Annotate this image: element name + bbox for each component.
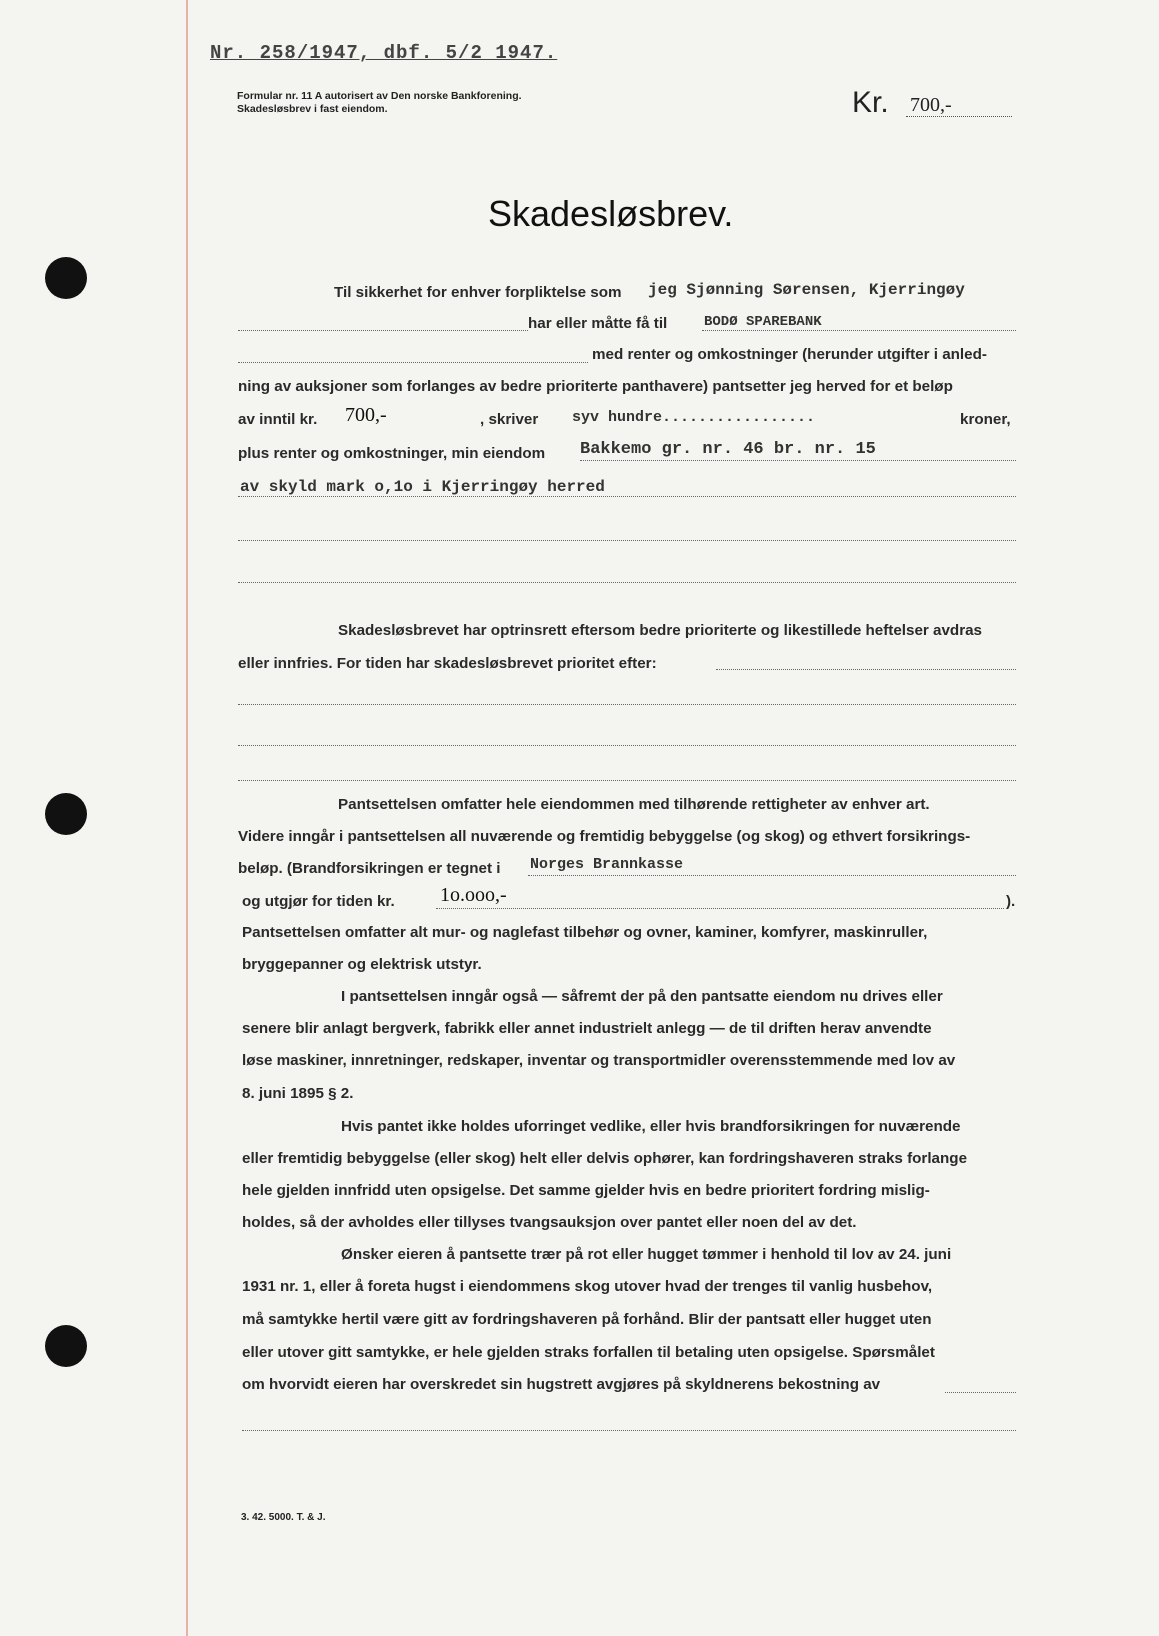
s3-line5: Pantsettelsen omfatter alt mur- og naglefast tilbehør og ovner, kaminer, komfyrer, maskinruller,: [242, 924, 928, 941]
amount-label: Kr.: [852, 86, 889, 119]
punch-hole: [45, 793, 87, 835]
s3-insured-amount: 1o.ooo,-: [440, 884, 507, 906]
s2-line1: Skadesløsbrevet har optrinsrett eftersom bedre prioriterte og likestillede heftelser avdras: [338, 622, 983, 639]
s3-line14: holdes, så der avholdes eller tillyses tvangsauksjon over pantet eller noen del av det.: [242, 1214, 857, 1231]
s3-line6: bryggepanner og elektrisk utstyr.: [242, 956, 482, 973]
dotted-line: [238, 496, 1016, 497]
s3-line12: eller fremtidig bebyggelse (eller skog) helt eller delvis ophører, kan fordringshaveren straks forlange: [242, 1150, 968, 1167]
s1-line5a: av inntil kr.: [238, 411, 318, 428]
dotted-line: [238, 362, 588, 363]
s1-debtor: jeg Sjønning Sørensen, Kjerringøy: [648, 281, 965, 299]
s1-line1: Til sikkerhet for enhver forpliktelse som: [334, 284, 622, 301]
s1-property-2: av skyld mark o,1o i Kjerringøy herred: [240, 478, 605, 496]
s3-line2: Videre inngår i pantsettelsen all nuværende og fremtidig bebyggelse (og skog) og ethvert forsikrings-: [238, 828, 971, 845]
dotted-line: [716, 669, 1016, 670]
s1-line5c: kroner,: [960, 411, 1011, 428]
dotted-line: [238, 540, 1016, 541]
s3-line7: I pantsettelsen inngår også — såfremt der på den pantsatte eiendom nu drives eller: [341, 988, 943, 1005]
print-code: 3. 42. 5000. T. & J.: [241, 1512, 326, 1523]
s3-line11: Hvis pantet ikke holdes uforringet vedlike, eller hvis brandforsikringen for nuværende: [341, 1118, 961, 1135]
dotted-line: [238, 704, 1016, 705]
punch-hole: [45, 257, 87, 299]
dotted-line: [436, 908, 1004, 909]
dotted-line: [528, 875, 1016, 876]
amount-value: 700,-: [910, 94, 952, 116]
formular-note: Formular nr. 11 A autorisert av Den norske Bankforening. Skadesløsbrev i fast eiendom.: [237, 90, 522, 115]
s3-line17: må samtykke hertil være gitt av fordringshaveren på forhånd. Blir der pantsatt eller hugget uten: [242, 1311, 932, 1328]
s3-line10: 8. juni 1895 § 2.: [242, 1085, 354, 1102]
s1-line6: plus renter og omkostninger, min eiendom: [238, 445, 546, 462]
s1-line4: ning av auksjoner som forlanges av bedre prioriterte panthavere) pantsetter jeg herved for et beløp: [238, 378, 953, 395]
s1-amount: 700,-: [345, 404, 387, 426]
document-title: Skadesløsbrev.: [488, 193, 734, 234]
s3-line8: senere blir anlagt bergverk, fabrikk eller annet industrielt anlegg — de til driften herav anvendte: [242, 1020, 932, 1037]
s1-line5b: , skriver: [480, 411, 539, 428]
s1-line2: har eller måtte få til: [528, 315, 668, 332]
dotted-line: [945, 1392, 1016, 1393]
amount-dotted-line: [906, 116, 1012, 117]
dotted-line: [238, 582, 1016, 583]
s1-property: Bakkemo gr. nr. 46 br. nr. 15: [580, 440, 876, 459]
dotted-line: [238, 330, 528, 331]
s3-line9: løse maskiner, innretninger, redskaper, inventar og transportmidler overensstemmende med lov av: [242, 1052, 956, 1069]
s1-line3: med renter og omkostninger (herunder utgifter i anled-: [592, 346, 987, 363]
s3-line1: Pantsettelsen omfatter hele eiendommen med tilhørende rettigheter av enhver art.: [338, 796, 930, 813]
s3-insurer: Norges Brannkasse: [530, 856, 684, 873]
dotted-line: [580, 460, 1016, 461]
s1-amount-words: syv hundre.................: [572, 409, 816, 426]
s3-line19: om hvorvidt eieren har overskredet sin hugstrett avgjøres på skyldnerens bekostning av: [242, 1376, 881, 1393]
s1-creditor: BODØ SPAREBANK: [704, 314, 822, 330]
document-number: Nr. 258/1947, dbf. 5/2 1947.: [210, 42, 558, 64]
s3-line13: hele gjelden innfridd uten opsigelse. Det samme gjelder hvis en bedre prioritert fordring mislig-: [242, 1182, 930, 1199]
s3-line4-end: ).: [1006, 893, 1016, 910]
dotted-line: [238, 780, 1016, 781]
margin-rule: [186, 0, 188, 1636]
punch-hole: [45, 1325, 87, 1367]
dotted-line: [242, 1430, 1016, 1431]
s3-line3: beløp. (Brandforsikringen er tegnet i: [238, 860, 501, 877]
s3-line18: eller utover gitt samtykke, er hele gjelden straks forfallen til betaling uten opsigelse. Spørsmålet: [242, 1344, 935, 1361]
s3-line15: Ønsker eieren å pantsette trær på rot eller hugget tømmer i henhold til lov av 24. juni: [341, 1246, 952, 1263]
s2-line2: eller innfries. For tiden har skadesløsbrevet prioritet efter:: [238, 655, 657, 672]
s3-line4: og utgjør for tiden kr.: [242, 893, 395, 910]
s3-line16: 1931 nr. 1, eller å foreta hugst i eiendommens skog utover hvad der trenges til vanlig husbehov,: [242, 1278, 933, 1295]
dotted-line: [238, 745, 1016, 746]
dotted-line: [702, 330, 1016, 331]
